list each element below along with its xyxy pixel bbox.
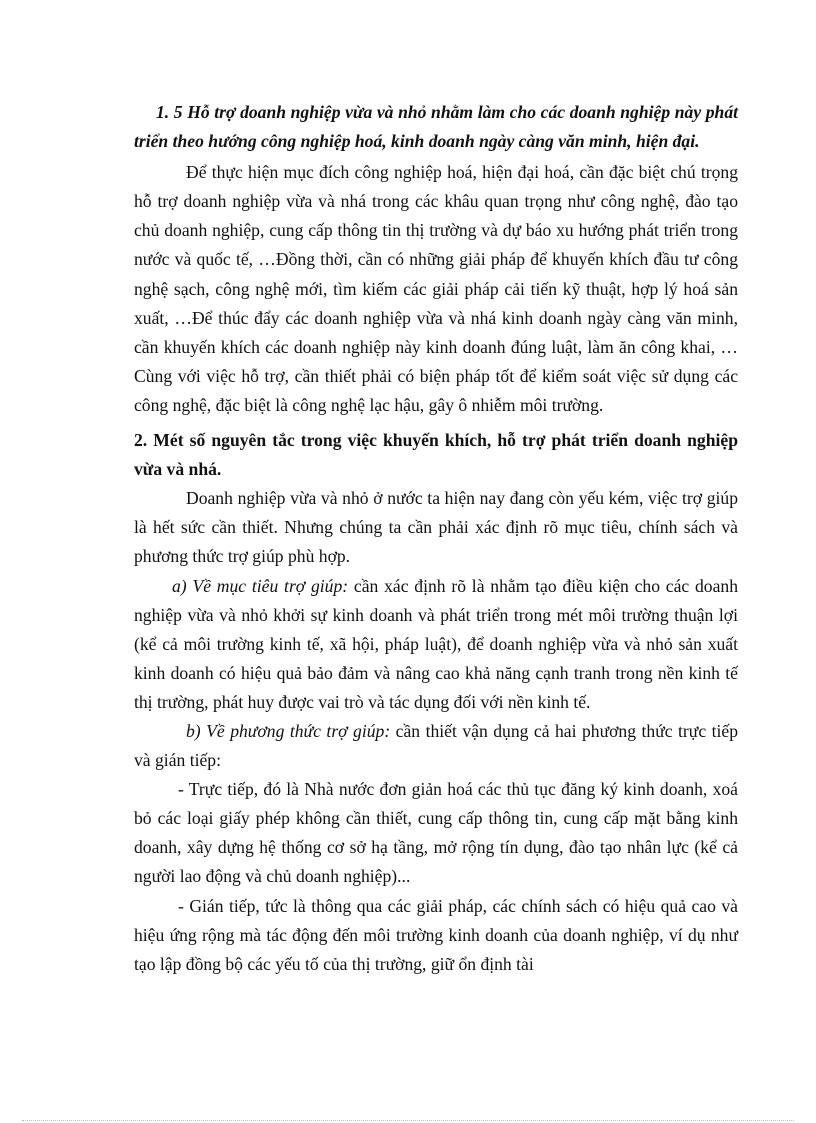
paragraph-method <box>134 717 738 775</box>
method-label: b) Về phương thức trợ giúp: <box>186 720 391 741</box>
paragraph-support-need: Doanh nghiệp vừa và nhỏ ở nước ta hiện nay đang còn yếu kém, việc trợ giúp là hết sức cần thiết. Nhưng chúng ta cần phải xác định rõ mục tiêu, chính sách và phương thức trợ giúp phù hợp. <box>134 488 738 567</box>
section-heading-2: 2. Mét số nguyên tắc trong việc khuyến khích, hỗ trợ phát triển doanh nghiệp vừa và nhá. <box>134 430 738 480</box>
bullet-indirect: - Gián tiếp, tức là thông qua các giải pháp, các chính sách có hiệu quả cao và hiệu ứng rộng mà tác động đến môi trường kinh doanh của doanh nghiệp, ví dụ như tạo lập đồng bộ các yếu tố của thị trường, giữ ổn định tài <box>134 895 738 974</box>
goal-text: cần xác định rõ là nhằm tạo điều kiện cho các doanh nghiệp vừa và nhỏ khởi sự kinh doanh và phát triển trong mét môi trường thuận lợi (kể cả môi trường kinh tế, xã hội, pháp luật), để doanh nghiệp vừa và nhỏ sản xuất kinh doanh có hiệu quả bảo đảm và nâng cao khả năng cạnh tranh trong nền kinh tế thị trường, phát huy được vai trò và tác dụng đối với nền kinh tế. <box>134 575 738 712</box>
goal-label: a) Về mục tiêu trợ giúp: <box>172 575 349 596</box>
bullet-direct: - Trực tiếp, đó là Nhà nước đơn giản hoá các thủ tục đăng ký kinh doanh, xoá bỏ các loại giấy phép không cần thiết, cung cấp thông tin, cung cấp mặt bằng kinh doanh, xây dựng hệ thống cơ sở hạ tầng, mở rộng tín dụng, đào tạo nhân lực (kể cả người lao động và chủ doanh nghiệp)... <box>134 779 738 887</box>
paragraph-industrialization: Để thực hiện mục đích công nghiệp hoá, hiện đại hoá, cần đặc biệt chú trọng hỗ trợ doanh nghiệp vừa và nhá trong các khâu quan trọng như công nghệ, đào tạo chủ doanh nghiệp, cung cấp thông tin thị trường và dự báo xu hướng phát triển trong nước và quốc tế, …Đồng thời, cần có những giải pháp để khuyến khích đầu tư công nghệ sạch, công nghệ mới, tìm kiếm các giải pháp cải tiến kỹ thuật, hợp lý hoá sản xuất, …Để thúc đẩy các doanh nghiệp vừa và nhá kinh doanh ngày càng văn minh, cần khuyến khích các doanh nghiệp này kinh doanh đúng luật, làm ăn công khai, …Cùng với việc hỗ trợ, cần thiết phải có biện pháp tốt để kiểm soát việc sử dụng các công nghệ, đặc biệt là công nghệ lạc hậu, gây ô nhiễm môi trường. <box>134 162 738 415</box>
page-bottom-divider <box>22 1120 794 1121</box>
paragraph-goal <box>134 572 738 717</box>
document-body <box>134 98 738 979</box>
section-heading-1-5: 1. 5 Hỗ trợ doanh nghiệp vừa và nhỏ nhằm làm cho các doanh nghiệp này phát triển theo hướng công nghiệp hoá, kinh doanh ngày càng văn minh, hiện đại. <box>134 102 738 152</box>
method-text: cần thiết vận dụng cả hai phương thức trực tiếp và gián tiếp: <box>134 720 738 771</box>
